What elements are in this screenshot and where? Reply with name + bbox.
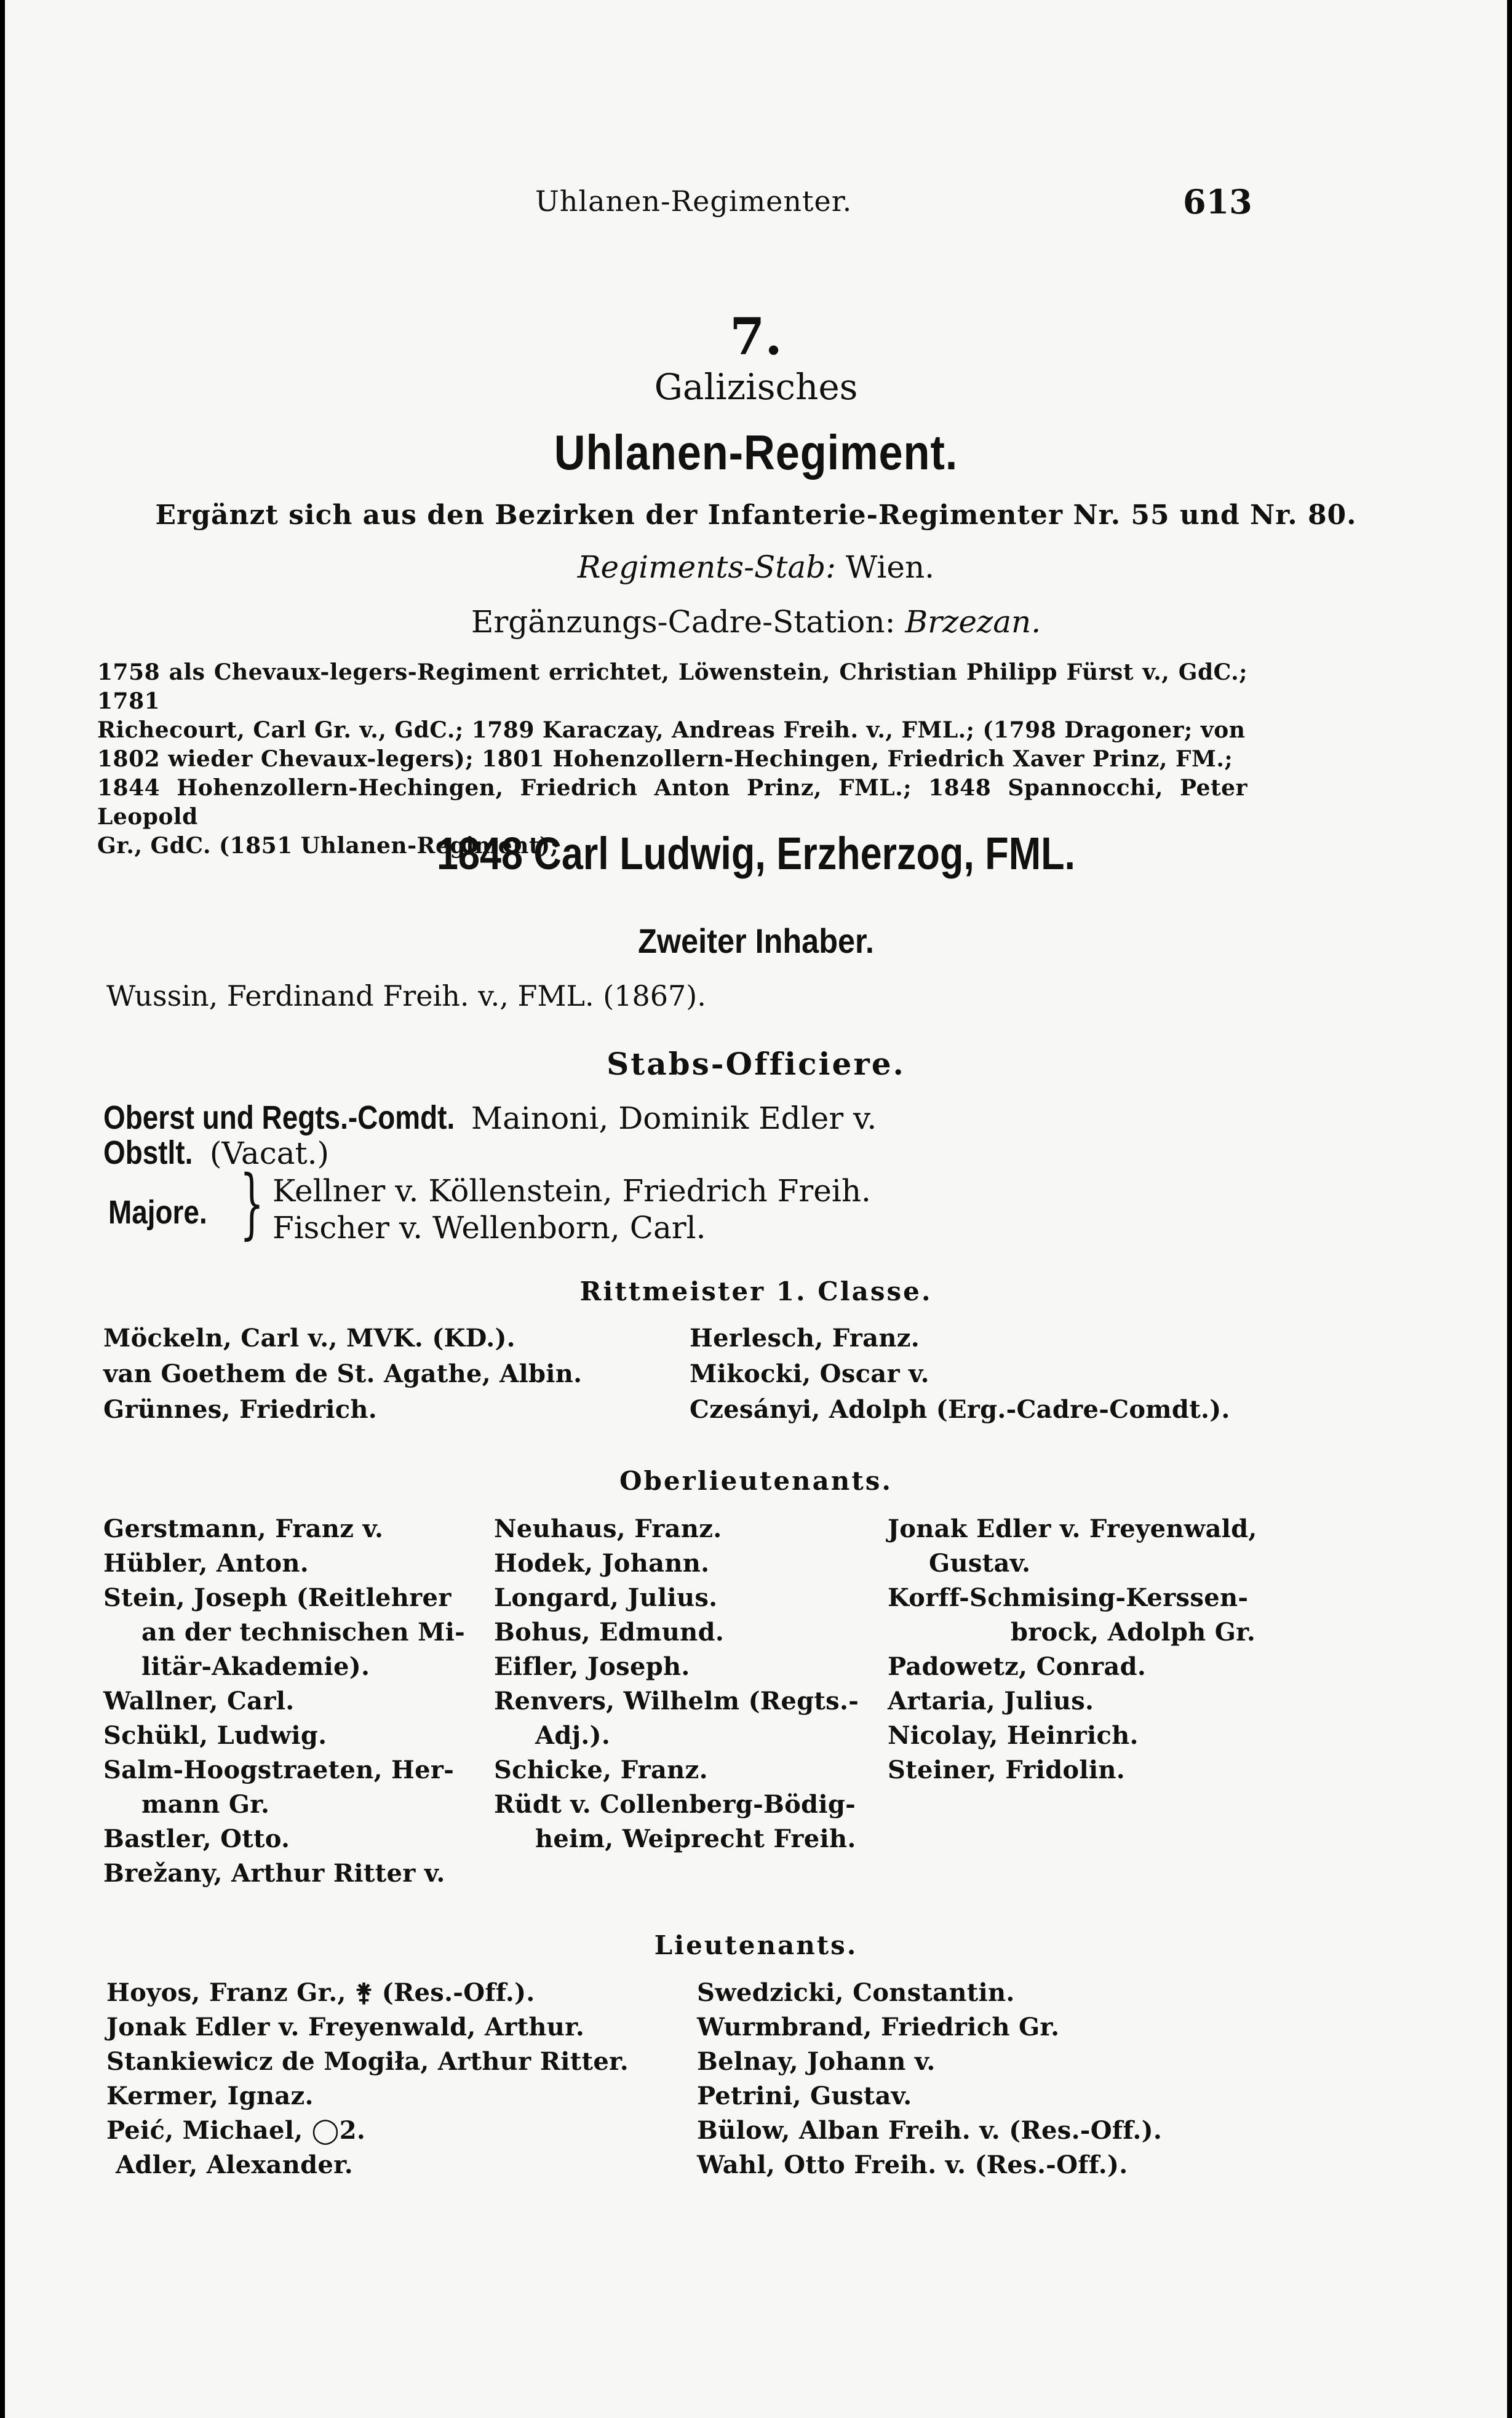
proprietor: 1848 Carl Ludwig, Erzherzog, FML. xyxy=(436,828,1076,879)
obstlt-row xyxy=(103,1134,329,1172)
regiments-stab-line xyxy=(5,549,1507,585)
cadre-label: Ergänzungs-Cadre-Station: xyxy=(471,604,896,640)
lieutenant-entry: Wahl, Otto Freih. v. (Res.-Off.). xyxy=(697,2150,1128,2179)
rittmeister-heading: Rittmeister 1. Classe. xyxy=(579,1276,933,1306)
rittmeister-entry: Grünnes, Friedrich. xyxy=(103,1395,378,1424)
oberlieutenant-entry: Stein, Joseph (Reitlehrer xyxy=(103,1583,452,1612)
second-proprietor-heading: Zweiter Inhaber. xyxy=(638,921,874,960)
supplement-districts: Ergänzt sich aus den Bezirken der Infanterie-Regimenter Nr. 55 und Nr. 80. xyxy=(155,499,1357,531)
lieutenant-entry: Swedzicki, Constantin. xyxy=(697,1978,1015,2007)
lieutenant-entry: Wurmbrand, Friedrich Gr. xyxy=(697,2013,1060,2042)
second-proprietor: Wussin, Ferdinand Freih. v., FML. (1867). xyxy=(106,979,706,1012)
lieutenant-entry: Jonak Edler v. Freyenwald, Arthur. xyxy=(106,2013,585,2042)
staff-officers-heading: Stabs-Officiere. xyxy=(607,1046,905,1082)
oberlieutenant-entry: Gerstmann, Franz v. xyxy=(103,1514,384,1543)
rittmeister-entry: Herlesch, Franz. xyxy=(690,1324,920,1353)
oberst-label: Oberst und Regts.-Comdt. xyxy=(103,1099,455,1136)
oberlieutenant-entry: Hübler, Anton. xyxy=(103,1549,309,1578)
oberlieutenant-entry: Gustav. xyxy=(929,1549,1031,1578)
oberlieutenant-entry: Padowetz, Conrad. xyxy=(888,1652,1147,1681)
lieutenant-entry: Petrini, Gustav. xyxy=(697,2082,912,2110)
history-line: 1844 Hohenzollern-Hechingen, Friedrich Anton Prinz, FML.; 1848 Spannocchi, Peter Leopold xyxy=(97,775,1247,830)
history-line: 1802 wieder Chevaux-legers); 1801 Hohenzollern-Hechingen, Friedrich Xaver Prinz, FM.; xyxy=(97,746,1233,772)
lieutenant-entry: Hoyos, Franz Gr., ⚵ (Res.-Off.). xyxy=(106,1978,535,2007)
rittmeister-entry: Mikocki, Oscar v. xyxy=(690,1359,929,1388)
oberlieutenant-entry: Schicke, Franz. xyxy=(494,1756,708,1784)
history-line: Gr., GdC. (1851 Uhlanen-Regiment); xyxy=(97,833,559,859)
oberlieutenant-entry: litär-Akademie). xyxy=(141,1652,370,1681)
lieutenant-entry: Peić, Michael, ◯2. xyxy=(106,2116,366,2145)
history-line: 1758 als Chevaux-legers-Regiment errichtet, Löwenstein, Christian Philipp Fürst v., GdC.; 1781 xyxy=(97,659,1247,714)
lieutenant-entry: Belnay, Johann v. xyxy=(697,2047,936,2076)
book-page xyxy=(5,0,1507,2418)
oberst-name: Mainoni, Dominik Edler v. xyxy=(471,1100,877,1136)
lieutenant-entry: Adler, Alexander. xyxy=(116,2150,354,2179)
major-entry: Fischer v. Wellenborn, Carl. xyxy=(273,1210,706,1246)
oberlieutenant-entry: Nicolay, Heinrich. xyxy=(888,1721,1139,1750)
majore-label: Majore. xyxy=(108,1194,207,1231)
oberlieutenant-entry: Jonak Edler v. Freyenwald, xyxy=(888,1514,1257,1543)
majore-label-wrap xyxy=(108,1193,225,1231)
cadre-station-line xyxy=(5,604,1507,640)
major-entry: Kellner v. Köllenstein, Friedrich Freih. xyxy=(273,1173,871,1209)
lieutenant-entry: Stankiewicz de Mogiła, Arthur Ritter. xyxy=(106,2047,629,2076)
oberlieutenant-entry: Wallner, Carl. xyxy=(103,1687,295,1716)
oberlieutenant-entry: Brežany, Arthur Ritter v. xyxy=(103,1859,445,1888)
oberlieutenant-entry: Salm-Hoogstraeten, Her- xyxy=(103,1756,455,1784)
running-head: Uhlanen-Regimenter. xyxy=(535,185,853,218)
oberlieutenant-entry: Eifler, Joseph. xyxy=(494,1652,690,1681)
oberst-row xyxy=(103,1099,877,1137)
oberlieutenant-entry: Schükl, Ludwig. xyxy=(103,1721,327,1750)
oberlieutenant-entry: Adj.). xyxy=(535,1721,611,1750)
oberlieutenants-heading: Oberlieutenants. xyxy=(619,1466,893,1496)
obstlt-label: Obstlt. xyxy=(103,1134,193,1171)
oberlieutenant-entry: Steiner, Fridolin. xyxy=(888,1756,1125,1784)
oberlieutenant-entry: mann Gr. xyxy=(141,1790,270,1819)
page-number: 613 xyxy=(1183,182,1252,221)
rittmeister-entry: Czesányi, Adolph (Erg.-Cadre-Comdt.). xyxy=(690,1395,1230,1424)
oberlieutenant-entry: Bohus, Edmund. xyxy=(494,1618,725,1647)
oberlieutenant-entry: Hodek, Johann. xyxy=(494,1549,710,1578)
oberlieutenant-entry: Neuhaus, Franz. xyxy=(494,1514,722,1543)
brace-glyph: } xyxy=(239,1159,265,1248)
oberlieutenant-entry: Artaria, Julius. xyxy=(888,1687,1094,1716)
regiment-title: Uhlanen-Regiment. xyxy=(554,425,958,480)
oberlieutenant-entry: heim, Weiprecht Freih. xyxy=(535,1824,856,1853)
oberlieutenant-entry: Longard, Julius. xyxy=(494,1583,718,1612)
lieutenant-entry: Kermer, Ignaz. xyxy=(106,2082,314,2110)
regiment-adjective: Galizisches xyxy=(654,366,858,408)
lieutenant-entry: Bülow, Alban Freih. v. (Res.-Off.). xyxy=(697,2116,1163,2145)
staff-label: Regiments-Stab: xyxy=(577,549,836,585)
rittmeister-entry: Möckeln, Carl v., MVK. (KD.). xyxy=(103,1324,515,1353)
oberlieutenant-entry: Renvers, Wilhelm (Regts.- xyxy=(494,1687,859,1716)
staff-location: Wien. xyxy=(845,549,935,585)
rittmeister-entry: van Goethem de St. Agathe, Albin. xyxy=(103,1359,583,1388)
oberlieutenant-entry: Korff-Schmising-Kerssen- xyxy=(888,1583,1249,1612)
oberlieutenant-entry: brock, Adolph Gr. xyxy=(1011,1618,1256,1647)
oberlieutenant-entry: Bastler, Otto. xyxy=(103,1824,290,1853)
regiment-number: 7. xyxy=(730,308,782,367)
history-line: Richecourt, Carl Gr. v., GdC.; 1789 Karaczay, Andreas Freih. v., FML.; (1798 Dragoner; von xyxy=(97,717,1246,743)
obstlt-name: (Vacat.) xyxy=(209,1135,330,1171)
oberlieutenant-entry: an der technischen Mi- xyxy=(141,1618,466,1647)
oberlieutenant-entry: Rüdt v. Collenberg-Bödig- xyxy=(494,1790,856,1819)
cadre-location: Brzezan. xyxy=(905,604,1041,640)
lieutenants-heading: Lieutenants. xyxy=(654,1930,858,1960)
